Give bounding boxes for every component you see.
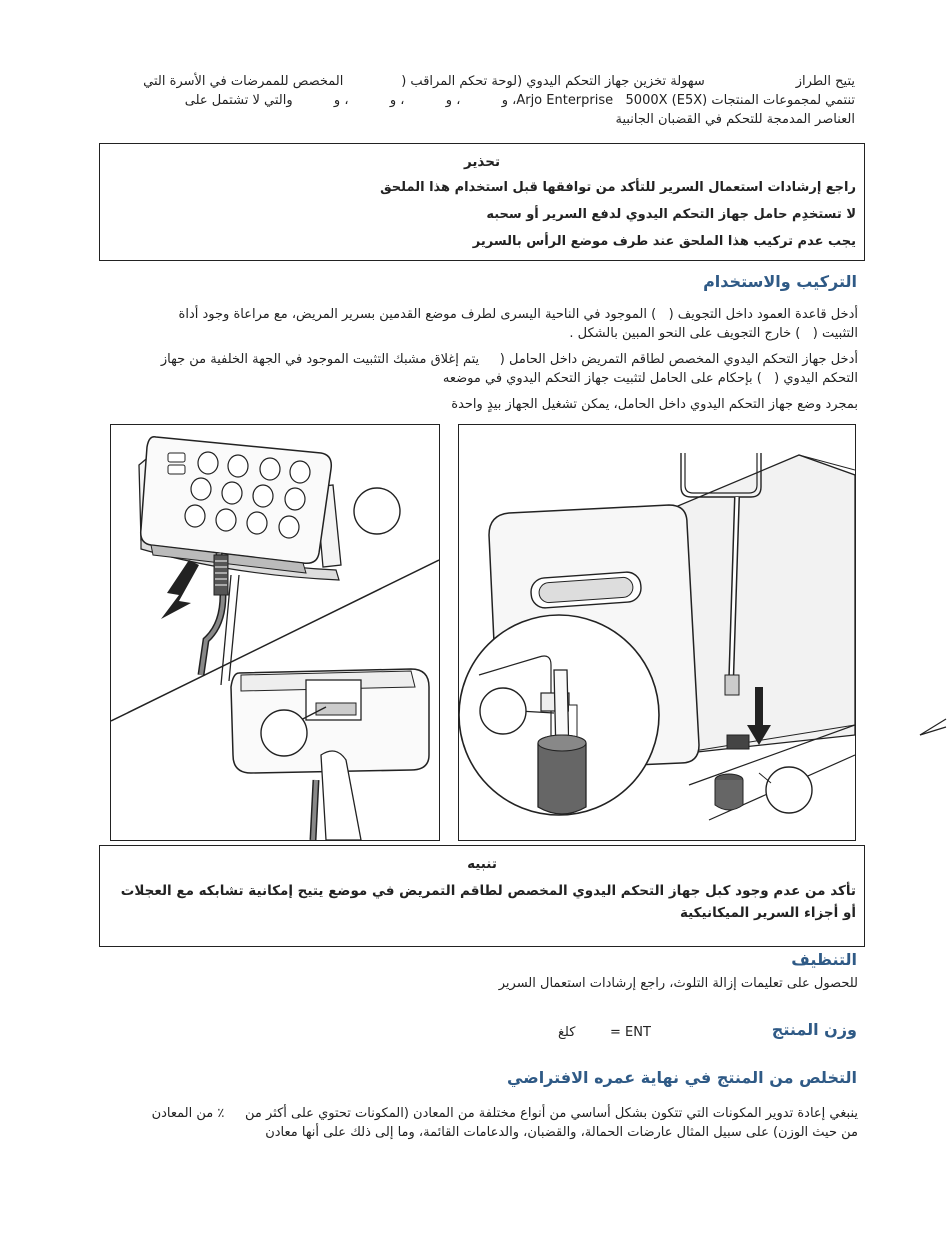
weight-ent: = ENT	[610, 1025, 651, 1040]
install-paragraph-1	[95, 305, 858, 343]
cleaning-heading: التنظيف	[791, 950, 857, 969]
intro-line-1: يتيح الطراز سهولة تخزين جهاز التحكم اليدوي (لوحة تحكم المراقب ( المخصص للممرضات في الأسرة التي	[143, 74, 855, 89]
disposal-paragraph	[95, 1104, 858, 1142]
warning-line-2: لا تستخدِم حامل جهاز التحكم اليدوي لدفع السرير أو سحبه	[486, 207, 856, 222]
intro-line-3: العناصر المدمجة للتحكم في القضبان الجانبية	[615, 112, 855, 127]
warning-title: تحذير	[463, 154, 501, 170]
warning-box	[99, 143, 865, 261]
disposal-line-2: من حيث الوزن) على سبيل المثال عارضات الحمالة، والقضبان، والدعامات القائمة، وما إلى ذلك على أنها معادن	[265, 1125, 858, 1140]
weight-unit: كلغ	[558, 1025, 576, 1040]
warning-line-1: راجع إرشادات استعمال السرير للتأكد من توافقها قبل استخدام هذا الملحق	[380, 180, 856, 195]
disposal-line-1: ينبغي إعادة تدوير المكونات التي تتكون بشكل أساسي من أنواع مختلفة من المعادن (المكونات تحتوي على أكثر من ٪ من المعادن	[151, 1106, 858, 1121]
cleaning-text: للحصول على تعليمات إزالة التلوث، راجع إرشادات استعمال السرير	[498, 976, 858, 991]
intro-line-2: تنتمي لمجموعات المنتجات Arjo Enterprise 5000X (E5X)، و ، و ، و ، و والتي لا تشتمل على	[184, 93, 855, 108]
intro-paragraph	[95, 72, 855, 129]
warning-line-3: يجب عدم تركيب هذا الملحق عند طرف موضع الرأس بالسرير	[472, 234, 856, 249]
weight-heading: وزن المنتج	[771, 1020, 857, 1039]
install-p1-line-1: أدخل قاعدة العمود داخل التجويف ( ) الموجود في الناحية اليسرى لطرف موضع القدمين بسرير المريض، مع مراعاة وجود أداة	[178, 307, 858, 322]
disposal-heading: التخلص من المنتج في نهاية عمره الافتراضي	[507, 1068, 857, 1087]
figure-hand-control	[110, 424, 440, 841]
install-paragraph-3: بمجرد وضع جهاز التحكم اليدوي داخل الحامل، يمكن تشغيل الجهاز بيدٍ واحدة	[451, 397, 858, 412]
install-p1-line-2: التثبيت ( ) خارج التجويف على النحو المبين بالشكل .	[569, 326, 858, 341]
figure-bed-installation	[458, 424, 856, 841]
caution-box	[99, 845, 865, 947]
install-paragraph-2	[95, 350, 858, 388]
caution-line-2: أو أجزاء السرير الميكانيكية	[679, 905, 856, 921]
caution-line-1: تأكد من عدم وجود كبل جهاز التحكم اليدوي المخصص لطاقم التمريض في موضع يتيح إمكانية تشابكه مع العجلات	[120, 883, 856, 899]
install-p2-line-2: التحكم اليدوي ( ) بإحكام على الحامل لتثبيت جهاز التحكم اليدوي في موضعه	[442, 371, 858, 386]
caution-title: تنبيه	[467, 856, 497, 872]
install-heading: التركيب والاستخدام	[703, 272, 857, 291]
margin-mark	[918, 715, 948, 745]
install-p2-line-1: أدخل جهاز التحكم اليدوي المخصص لطاقم التمريض داخل الحامل ( يتم إغلاق مشبك التثبيت الموجود في الجهة الخلفية من جهاز	[160, 352, 858, 367]
